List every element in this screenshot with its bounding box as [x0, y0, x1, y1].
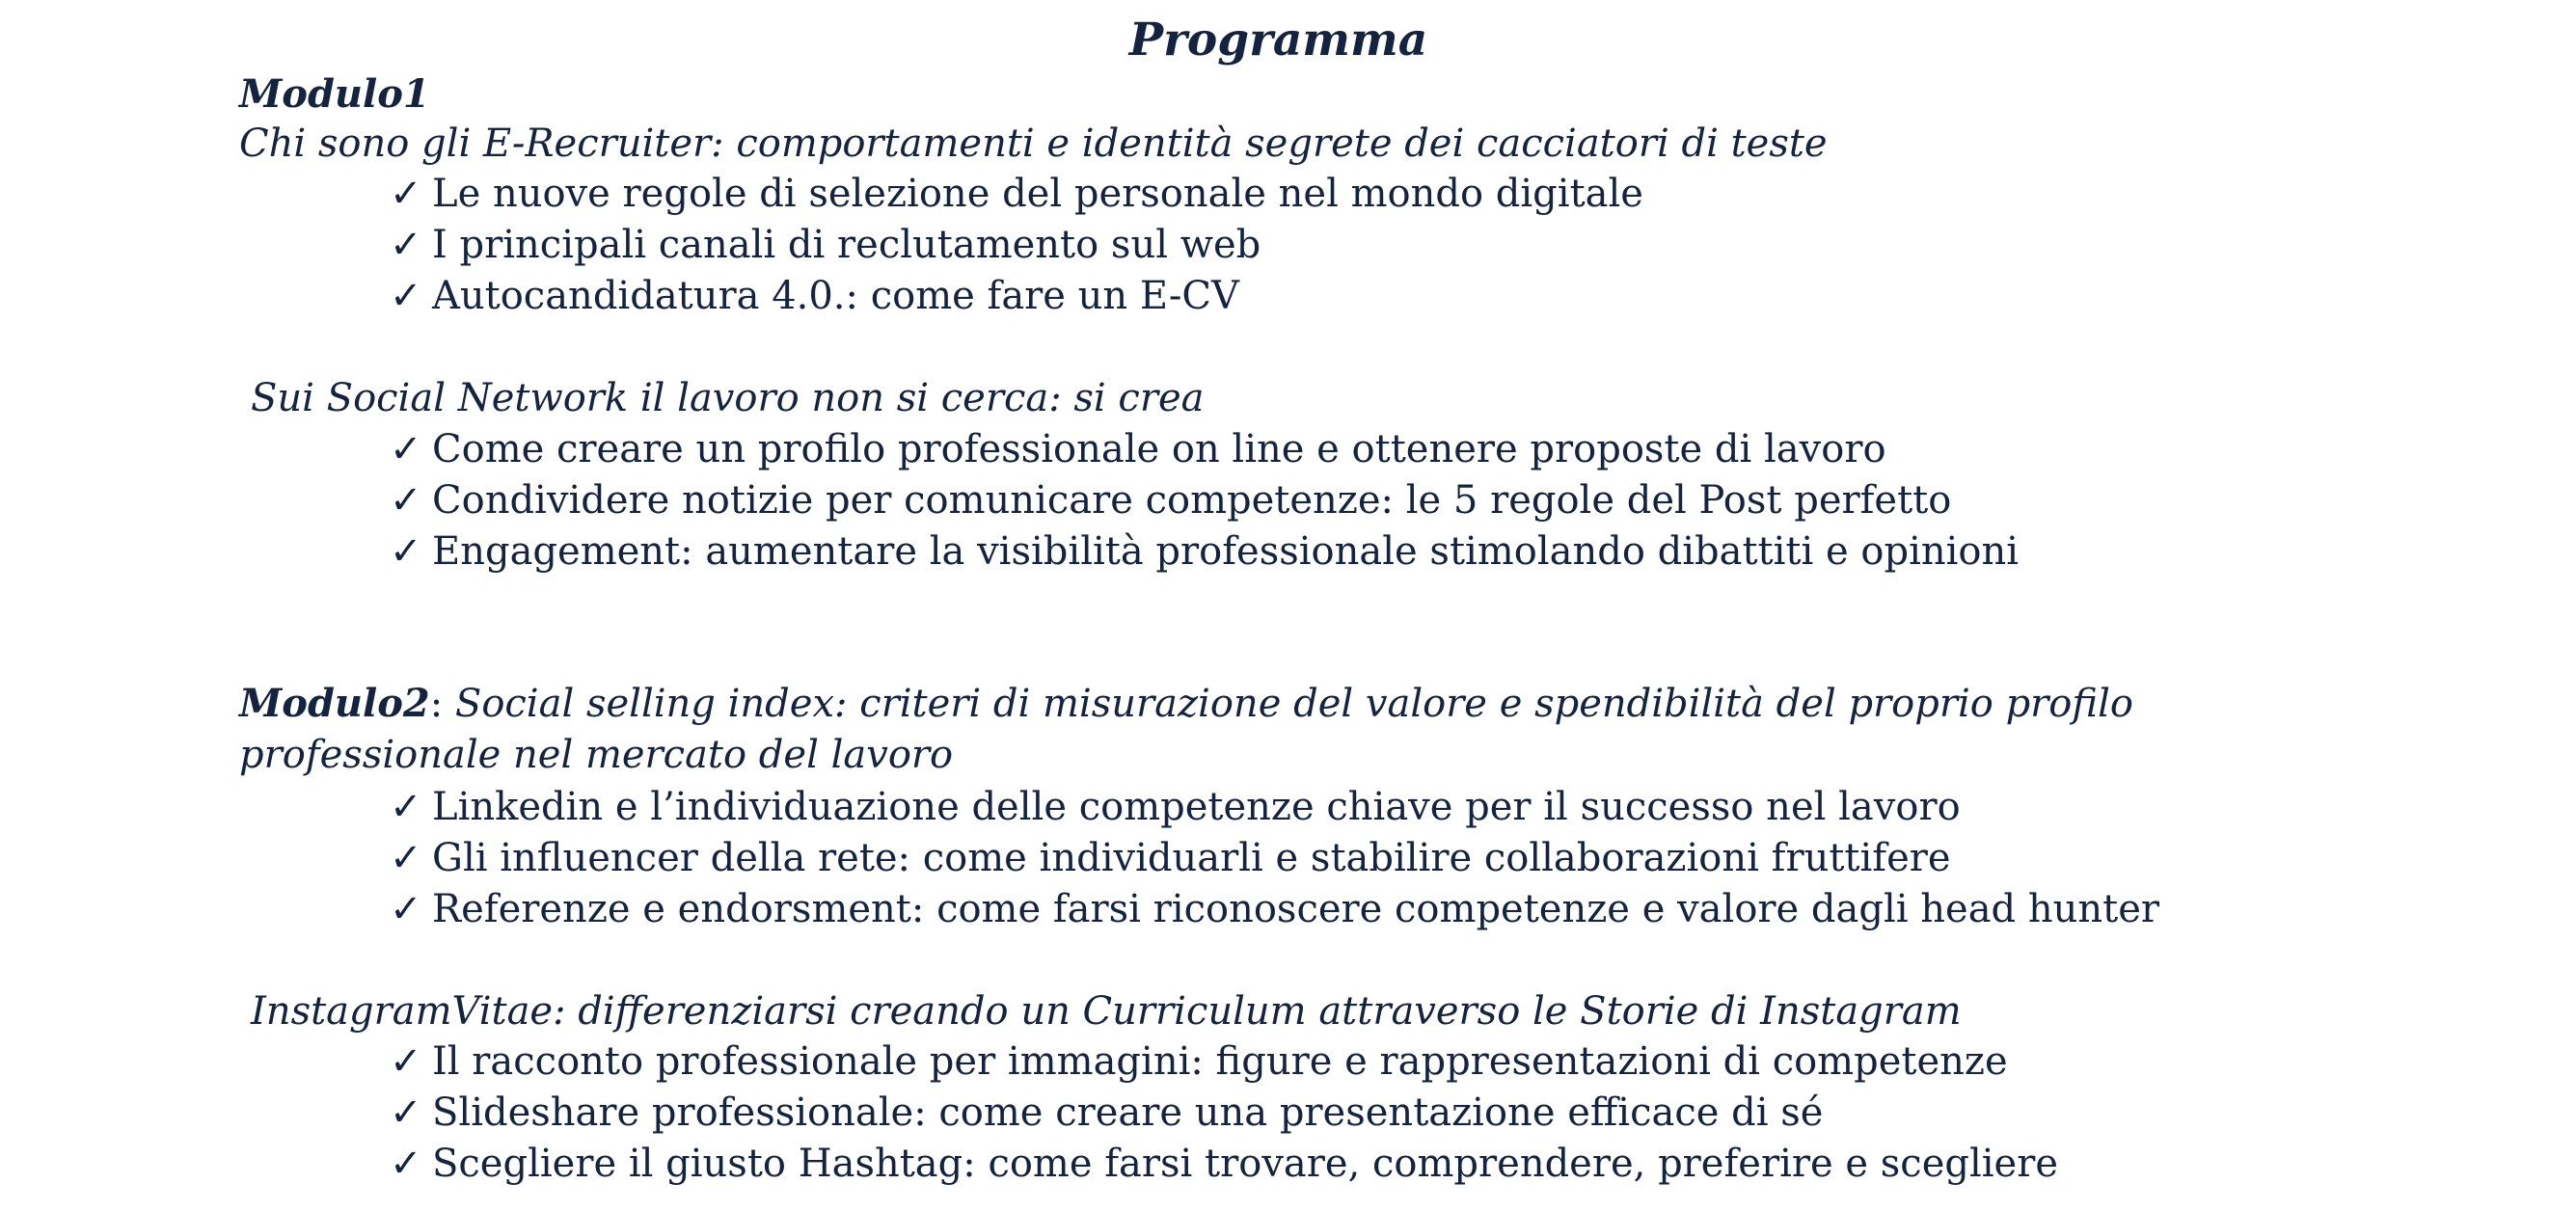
list-item-text: Referenze e endorsment: come farsi riconoscere competenze e valore dagli head hunter [432, 887, 2160, 931]
list-item [390, 1036, 2008, 1087]
module1-label: Modulo1 [239, 71, 430, 117]
check-icon: ✓ [390, 427, 422, 471]
list-item-text: Slideshare professionale: come creare una presentazione efficace di sé [432, 1090, 1824, 1135]
module1-section2-heading: Sui Social Network il lavoro non si cerca: si crea [251, 376, 1205, 420]
check-icon: ✓ [390, 223, 422, 267]
list-item [390, 1088, 1823, 1138]
check-icon: ✓ [390, 785, 422, 829]
check-icon: ✓ [390, 529, 422, 574]
list-item-text: I principali canali di reclutamento sul web [432, 223, 1261, 267]
list-item [390, 271, 1239, 321]
list-item [390, 424, 1886, 474]
module2-heading [239, 679, 2133, 729]
list-item [390, 475, 1951, 525]
list-item [390, 782, 1961, 832]
list-item-text: Come creare un profilo professionale on line e ottenere proposte di lavoro [432, 427, 1886, 471]
check-icon: ✓ [390, 1039, 422, 1084]
module2-label: Modulo2 [239, 681, 430, 726]
list-item-text: Le nuove regole di selezione del personale nel mondo digitale [432, 172, 1643, 216]
list-item [390, 169, 1643, 219]
list-item-text: Linkedin e l’individuazione delle competenze chiave per il successo nel lavoro [432, 785, 1961, 829]
check-icon: ✓ [390, 836, 422, 880]
check-icon: ✓ [390, 478, 422, 523]
list-item [390, 833, 1951, 883]
module2-heading-continued: professionale nel mercato del lavoro [239, 733, 954, 777]
list-item-text: Gli influencer della rete: come individuarli e stabilire collaborazioni fruttifere [432, 836, 1951, 880]
list-item [390, 220, 1261, 270]
module2-heading-text: Social selling index: criteri di misurazione del valore e spendibilità del proprio profilo [454, 682, 2133, 726]
list-item-text: Il racconto professionale per immagini: figure e rappresentazioni di competenze [432, 1039, 2008, 1084]
list-item-text: Engagement: aumentare la visibilità professionale stimolando dibattiti e opinioni [432, 529, 2020, 574]
check-icon: ✓ [390, 887, 422, 931]
module2-separator: : [429, 682, 455, 726]
list-item-text: Condividere notizie per comunicare competenze: le 5 regole del Post perfetto [432, 478, 1952, 523]
list-item [390, 526, 2019, 577]
module2-section2-heading: InstagramVitae: differenziarsi creando un Curriculum attraverso le Storie di Instagram [251, 989, 1962, 1034]
list-item [390, 1139, 2058, 1189]
list-item [390, 884, 2159, 934]
page-title: Programma [1128, 13, 1428, 67]
list-item-text: Autocandidatura 4.0.: come fare un E-CV [432, 274, 1239, 318]
list-item-text: Scegliere il giusto Hashtag: come farsi trovare, comprendere, preferire e scegliere [432, 1142, 2059, 1186]
check-icon: ✓ [390, 274, 422, 318]
check-icon: ✓ [390, 1090, 422, 1135]
module1-section1-heading: Chi sono gli E-Recruiter: comportamenti e identità segrete dei cacciatori di teste [239, 121, 1828, 166]
check-icon: ✓ [390, 1142, 422, 1186]
check-icon: ✓ [390, 172, 422, 216]
